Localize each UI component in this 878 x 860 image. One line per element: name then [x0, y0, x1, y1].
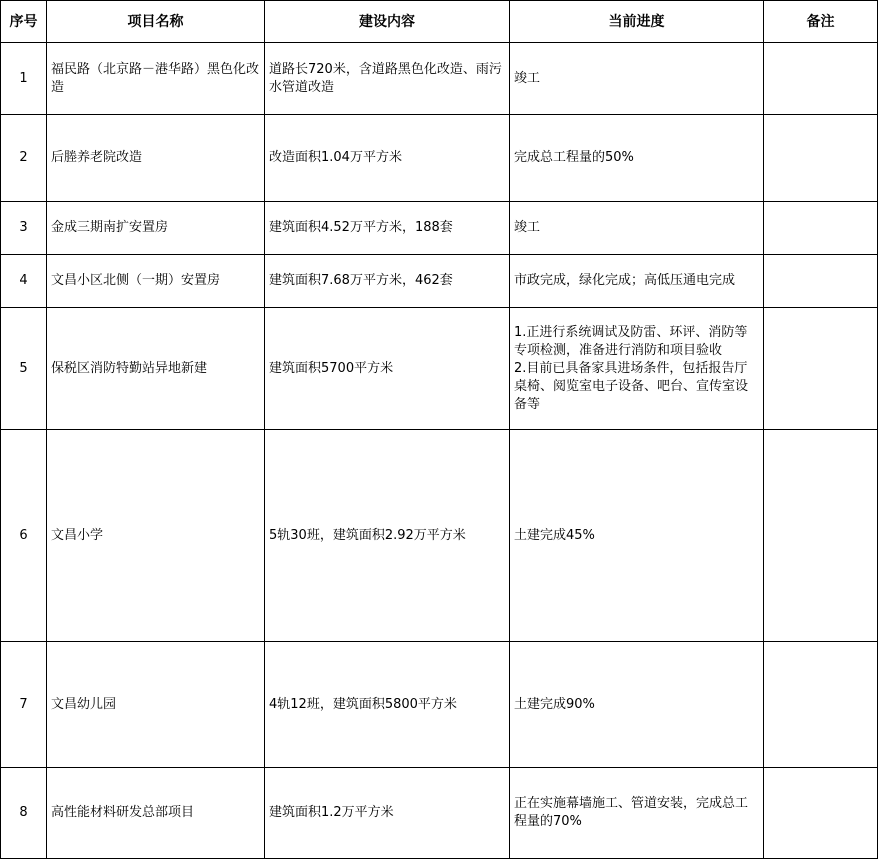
row-content: 建筑面积5700平方米: [265, 308, 510, 430]
row-name: 保税区消防特勤站异地新建: [47, 308, 265, 430]
row-name: 后塍养老院改造: [47, 115, 265, 202]
row-content: 5轨30班，建筑面积2.92万平方米: [265, 430, 510, 642]
header-name: 项目名称: [47, 1, 265, 43]
row-content: 改造面积1.04万平方米: [265, 115, 510, 202]
progress-line: 1.正进行系统调试及防雷、环评、消防等专项检测，准备进行消防和项目验收: [514, 324, 748, 358]
row-content: 4轨12班，建筑面积5800平方米: [265, 642, 510, 768]
table-row: [1, 430, 878, 642]
row-no: 3: [1, 202, 47, 255]
row-progress: 完成总工程量的50%: [510, 115, 764, 202]
row-name: 金成三期南扩安置房: [47, 202, 265, 255]
row-note: [764, 255, 878, 308]
table-row: [1, 642, 878, 768]
row-note: [764, 642, 878, 768]
row-progress: 正在实施幕墙施工、管道安装，完成总工程量的70%: [510, 768, 764, 859]
row-progress: 土建完成45%: [510, 430, 764, 642]
table-row: [1, 255, 878, 308]
row-name: 文昌幼儿园: [47, 642, 265, 768]
row-no: 1: [1, 43, 47, 115]
row-content: 建筑面积1.2万平方米: [265, 768, 510, 859]
table-row: [1, 308, 878, 430]
row-progress: 土建完成90%: [510, 642, 764, 768]
row-name: 高性能材料研发总部项目: [47, 768, 265, 859]
row-note: [764, 115, 878, 202]
row-no: 8: [1, 768, 47, 859]
header-row: [1, 1, 878, 43]
row-progress: [510, 308, 764, 430]
row-note: [764, 202, 878, 255]
row-no: 2: [1, 115, 47, 202]
row-no: 5: [1, 308, 47, 430]
table-row: [1, 202, 878, 255]
row-name: 文昌小区北侧（一期）安置房: [47, 255, 265, 308]
row-note: [764, 768, 878, 859]
row-name: 福民路（北京路－港华路）黑色化改造: [47, 43, 265, 115]
header-no: 序号: [1, 1, 47, 43]
row-note: [764, 43, 878, 115]
table-row: [1, 115, 878, 202]
row-note: [764, 308, 878, 430]
row-content: 道路长720米，含道路黑色化改造、雨污水管道改造: [265, 43, 510, 115]
header-progress: 当前进度: [510, 1, 764, 43]
row-progress: 市政完成，绿化完成；高低压通电完成: [510, 255, 764, 308]
header-note: 备注: [764, 1, 878, 43]
row-content: 建筑面积4.52万平方米，188套: [265, 202, 510, 255]
row-no: 6: [1, 430, 47, 642]
table-row: [1, 768, 878, 859]
row-progress: 竣工: [510, 202, 764, 255]
header-content: 建设内容: [265, 1, 510, 43]
table-row: [1, 43, 878, 115]
row-no: 7: [1, 642, 47, 768]
row-progress: 竣工: [510, 43, 764, 115]
row-no: 4: [1, 255, 47, 308]
row-content: 建筑面积7.68万平方米，462套: [265, 255, 510, 308]
row-note: [764, 430, 878, 642]
progress-line: 2.目前已具备家具进场条件，包括报告厅桌椅、阅览室电子设备、吧台、宣传室设备等: [514, 360, 749, 412]
row-name: 文昌小学: [47, 430, 265, 642]
